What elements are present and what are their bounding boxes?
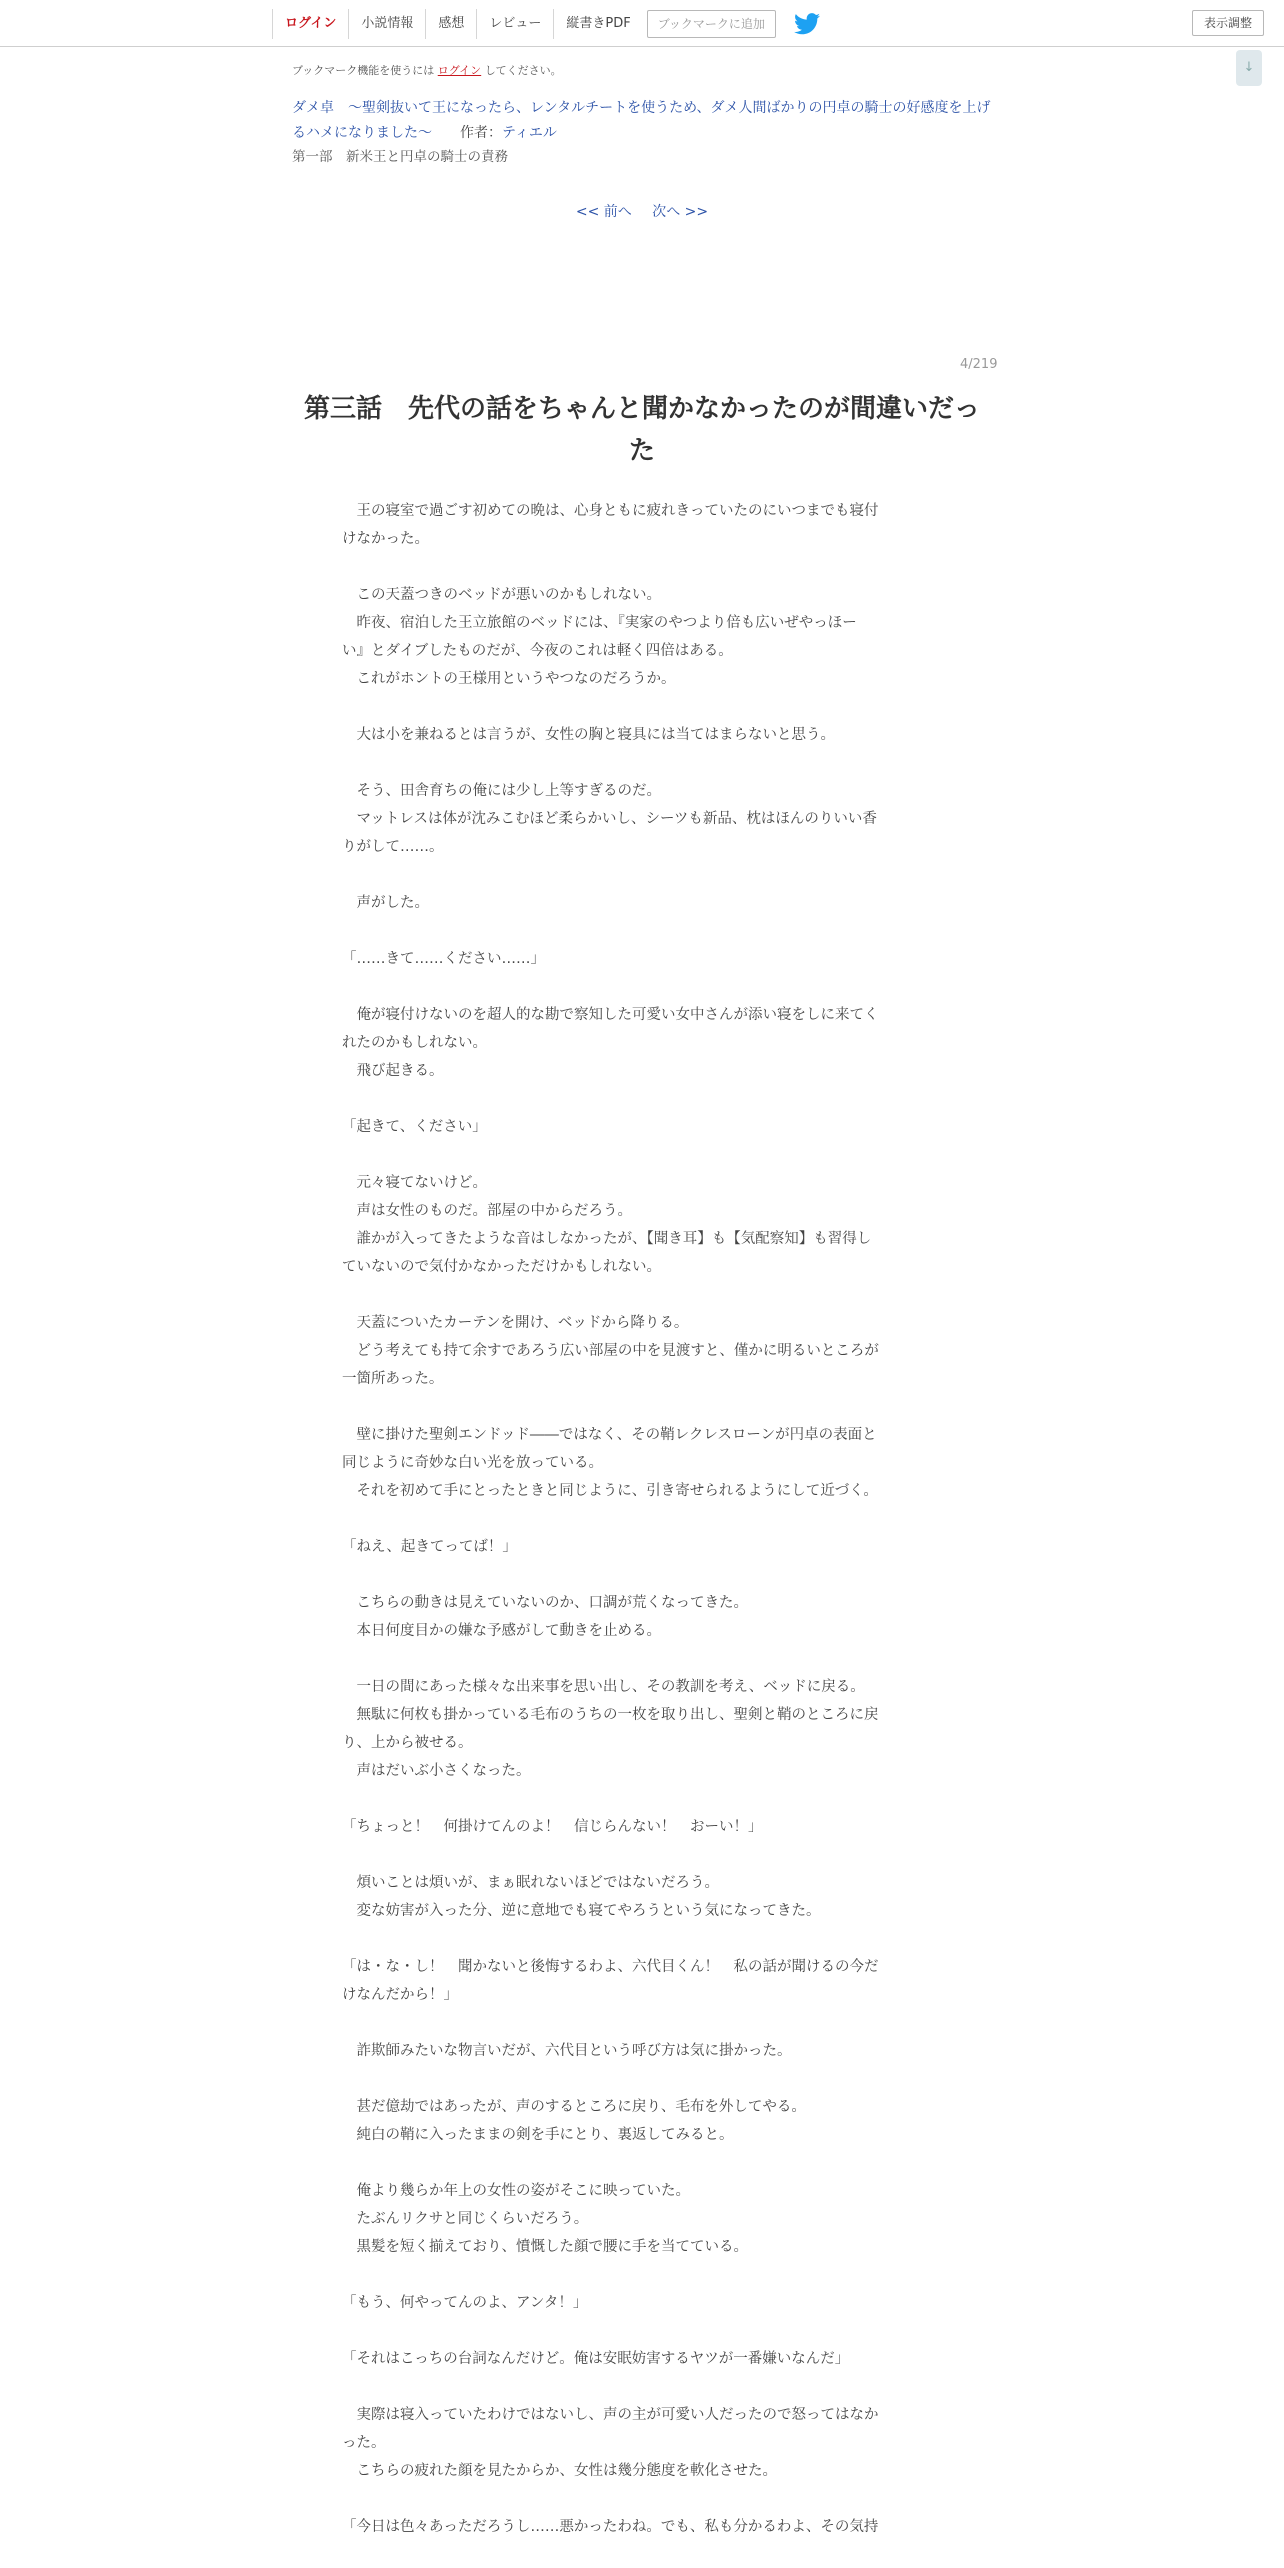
body-line: こちらの動きは見えていないのか、口調が荒くなってきた。 bbox=[342, 1595, 748, 1611]
blank-line bbox=[342, 861, 942, 889]
body-line: 同じように奇妙な白い光を放っている。 bbox=[342, 1455, 603, 1471]
body-line: 声は女性のものだ。部屋の中からだろう。 bbox=[342, 1203, 632, 1219]
body-line: 「は・な・し！ 聞かないと後悔するわよ、六代目くん！ 私の話が聞けるの今だ bbox=[342, 1959, 879, 1975]
author-link[interactable]: ティエル bbox=[502, 125, 557, 141]
body-line: 「それはこっちの台詞なんだけど。俺は安眠妨害するヤツが一番嫌いなんだ」 bbox=[342, 2351, 850, 2367]
body-line: りがして……。 bbox=[342, 839, 444, 855]
blank-line bbox=[342, 1141, 942, 1169]
blank-line bbox=[342, 1785, 942, 1813]
body-line: れたのかもしれない。 bbox=[342, 1035, 487, 1051]
author-label: 作者： bbox=[460, 125, 502, 141]
blank-line bbox=[342, 2317, 942, 2345]
body-line: どう考えても持て余すであろう広い部屋の中を見渡すと、僅かに明るいところが bbox=[342, 1343, 879, 1359]
blank-line bbox=[342, 973, 942, 1001]
body-line: 一箇所あった。 bbox=[342, 1371, 444, 1387]
body-line: い』とダイブしたものだが、今夜のこれは軽く四倍はある。 bbox=[342, 643, 733, 659]
body-line: 黒髪を短く揃えており、憤慨した顔で腰に手を当てている。 bbox=[342, 2239, 748, 2255]
blank-line bbox=[342, 693, 942, 721]
pager bbox=[0, 201, 1284, 221]
body-line: 「……きて……ください……」 bbox=[342, 951, 545, 967]
body-line: 誰かが入ってきたような音はしなかったが、【聞き耳】も【気配察知】も習得し bbox=[342, 1231, 872, 1247]
nav-menu bbox=[272, 9, 820, 39]
blank-line bbox=[342, 2485, 942, 2513]
body-line: 昨夜、宿泊した王立旅館のベッドには、『実家のやつより倍も広いぜやっほー bbox=[342, 615, 857, 631]
body-line: 声がした。 bbox=[342, 895, 429, 911]
blank-line bbox=[342, 2373, 942, 2401]
body-line: 「もう、何やってんのよ、アンタ！」 bbox=[342, 2295, 588, 2311]
add-bookmark-button[interactable]: ブックマークに追加 bbox=[647, 10, 776, 38]
body-line: たぶんリクサと同じくらいだろう。 bbox=[342, 2211, 589, 2227]
blank-line bbox=[342, 1393, 942, 1421]
blank-line bbox=[342, 1281, 942, 1309]
bookmark-note bbox=[292, 62, 562, 78]
twitter-icon[interactable] bbox=[794, 13, 820, 35]
body-line: それを初めて手にとったときと同じように、引き寄せられるようにして近づく。 bbox=[342, 1483, 878, 1499]
body-line: 飛び起きる。 bbox=[342, 1063, 444, 1079]
body-line: 本日何度目かの嫌な予感がして動きを止める。 bbox=[342, 1623, 661, 1639]
blank-line bbox=[342, 1561, 942, 1589]
body-line: った。 bbox=[342, 2435, 386, 2451]
chapter-title: 第一部 新米王と円卓の騎士の責務 bbox=[292, 149, 508, 165]
blank-line bbox=[342, 1925, 942, 1953]
body-line: 「ちょっと！ 何掛けてんのよ！ 信じらんない！ おーい！」 bbox=[342, 1819, 763, 1835]
blank-line bbox=[342, 1505, 942, 1533]
body-line: 「ねえ、起きてってば！」 bbox=[342, 1539, 517, 1555]
body-line: 声はだいぶ小さくなった。 bbox=[342, 1763, 531, 1779]
blank-line bbox=[342, 553, 942, 581]
next-page-link[interactable]: 次へ >> bbox=[652, 204, 709, 220]
body-line: 変な妨害が入った分、逆に意地でも寝てやろうという気になってきた。 bbox=[342, 1903, 821, 1919]
episode-title bbox=[282, 388, 1002, 472]
body-line: ていないので気付かなかっただけかもしれない。 bbox=[342, 1259, 661, 1275]
prev-page-link[interactable]: << 前へ bbox=[575, 204, 632, 220]
body-line: 「今日は色々あっただろうし……悪かったわね。でも、私も分かるわよ、その気持 bbox=[342, 2519, 879, 2535]
body-line: 純白の鞘に入ったままの剣を手にとり、裏返してみると。 bbox=[342, 2127, 734, 2143]
novel-title[interactable] bbox=[292, 96, 1002, 146]
novel-body bbox=[342, 497, 942, 2541]
body-line: この天蓋つきのベッドが悪いのかもしれない。 bbox=[342, 587, 661, 603]
blank-line bbox=[342, 2009, 942, 2037]
scroll-down-button[interactable]: ↓ bbox=[1236, 50, 1262, 86]
blank-line bbox=[342, 2149, 942, 2177]
login-link[interactable]: ログイン bbox=[272, 9, 348, 39]
body-line: これがホントの王様用というやつなのだろうか。 bbox=[342, 671, 676, 687]
blank-line bbox=[342, 749, 942, 777]
body-line: 無駄に何枚も掛かっている毛布のうちの一枚を取り出し、聖剣と鞘のところに戻 bbox=[342, 1707, 879, 1723]
body-line: 壁に掛けた聖剣エンドッド――ではなく、その鞘レクレスローンが円卓の表面と bbox=[342, 1427, 877, 1443]
impressions-link[interactable]: 感想 bbox=[425, 9, 476, 39]
blank-line bbox=[342, 2261, 942, 2289]
bookmark-note-text: ブックマーク機能を使うには bbox=[292, 64, 435, 77]
body-line: 王の寝室で過ごす初めての晩は、心身ともに疲れきっていたのにいつまでも寝付 bbox=[342, 503, 879, 519]
blank-line bbox=[342, 917, 942, 945]
vertical-pdf-link[interactable]: 縦書きPDF bbox=[553, 9, 642, 39]
body-line: 大は小を兼ねるとは言うが、女性の胸と寝具には当てはまらないと思う。 bbox=[342, 727, 835, 743]
blank-line bbox=[342, 1645, 942, 1673]
display-settings-button[interactable]: 表示調整 bbox=[1192, 10, 1264, 36]
blank-line bbox=[342, 1085, 942, 1113]
blank-line bbox=[342, 2065, 942, 2093]
top-navigation-bar bbox=[0, 0, 1284, 47]
body-line: 甚だ億劫ではあったが、声のするところに戻り、毛布を外してやる。 bbox=[342, 2099, 806, 2115]
review-link[interactable]: レビュー bbox=[476, 9, 553, 39]
body-line: 実際は寝入っていたわけではないし、声の主が可愛い人だったので怒ってはなか bbox=[342, 2407, 879, 2423]
body-line: 天蓋についたカーテンを開け、ベッドから降りる。 bbox=[342, 1315, 689, 1331]
body-line: そう、田舎育ちの俺には少し上等すぎるのだ。 bbox=[342, 783, 661, 799]
body-line: 「起きて、ください」 bbox=[342, 1119, 487, 1135]
page-number: 4/219 bbox=[960, 357, 998, 372]
body-line: 煩いことは煩いが、まぁ眠れないほどではないだろう。 bbox=[342, 1875, 719, 1891]
body-line: 一日の間にあった様々な出来事を思い出し、その教訓を考え、ベッドに戻る。 bbox=[342, 1679, 865, 1695]
body-line: り、上から被せる。 bbox=[342, 1735, 473, 1751]
body-line: こちらの疲れた顔を見たからか、女性は幾分態度を軟化させた。 bbox=[342, 2463, 777, 2479]
body-line: 俺より幾らか年上の女性の姿がそこに映っていた。 bbox=[342, 2183, 690, 2199]
body-line: けなんだから！」 bbox=[342, 1987, 458, 2003]
body-line: 詐欺師みたいな物言いだが、六代目という呼び方は気に掛かった。 bbox=[342, 2043, 792, 2059]
novel-title-line[interactable]: るハメになりました～ bbox=[292, 125, 432, 141]
bookmark-login-link[interactable]: ログイン bbox=[437, 64, 482, 77]
body-line: 元々寝てないけど。 bbox=[342, 1175, 487, 1191]
novel-info-link[interactable]: 小説情報 bbox=[348, 9, 425, 39]
episode-title-line: 第三話 先代の話をちゃんと聞かなかったのが間違いだっ bbox=[303, 394, 980, 424]
blank-line bbox=[342, 1841, 942, 1869]
episode-title-line: た bbox=[628, 436, 655, 466]
bookmark-note-text-end: してください。 bbox=[484, 64, 562, 77]
body-line: けなかった。 bbox=[342, 531, 429, 547]
body-line: マットレスは体が沈みこむほど柔らかいし、シーツも新品、枕はほんのりいい香 bbox=[342, 811, 877, 827]
novel-title-line[interactable]: ダメ卓 ～聖剣抜いて王になったら、レンタルチートを使うため、ダメ人間ばかりの円卓の騎士の好感度を上げ bbox=[292, 100, 991, 116]
body-line: 俺が寝付けないのを超人的な勘で察知した可愛い女中さんが添い寝をしに来てく bbox=[342, 1007, 879, 1023]
